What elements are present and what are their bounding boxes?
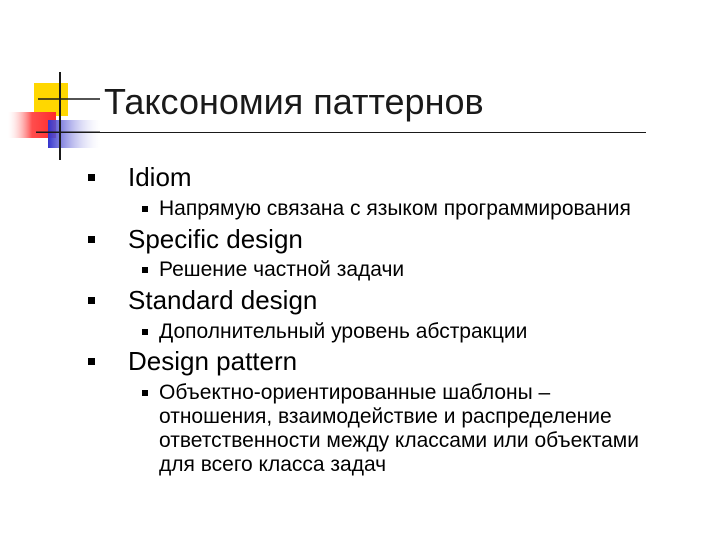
bullet-label: Standard design — [128, 285, 318, 315]
square-bullet-icon — [88, 236, 95, 243]
slide-title: Таксономия паттернов — [104, 81, 484, 122]
square-bullet-icon — [142, 206, 148, 212]
bullet-label: Specific design — [128, 224, 303, 254]
sub-bullet-label: Объектно-ориентированные шаблоны – отношения, взаимодействие и распределение ответственности между классами или объектами для всего класса задач — [159, 381, 639, 476]
title-divider — [36, 132, 646, 133]
sub-bullet-label: Дополнительный уровень абстракции — [159, 320, 528, 343]
decorative-logo — [0, 0, 100, 170]
square-bullet-icon — [142, 329, 148, 335]
square-bullet-icon — [88, 174, 95, 181]
square-bullet-icon — [88, 358, 95, 365]
bullet-label: Idiom — [128, 162, 192, 192]
bullet-label: Design pattern — [128, 346, 298, 376]
square-bullet-icon — [88, 297, 95, 304]
sub-bullet-label: Решение частной задачи — [159, 258, 405, 281]
square-bullet-icon — [142, 390, 148, 396]
square-bullet-icon — [142, 267, 148, 273]
sub-bullet-label: Напрямую связана с языком программирования — [159, 197, 631, 220]
